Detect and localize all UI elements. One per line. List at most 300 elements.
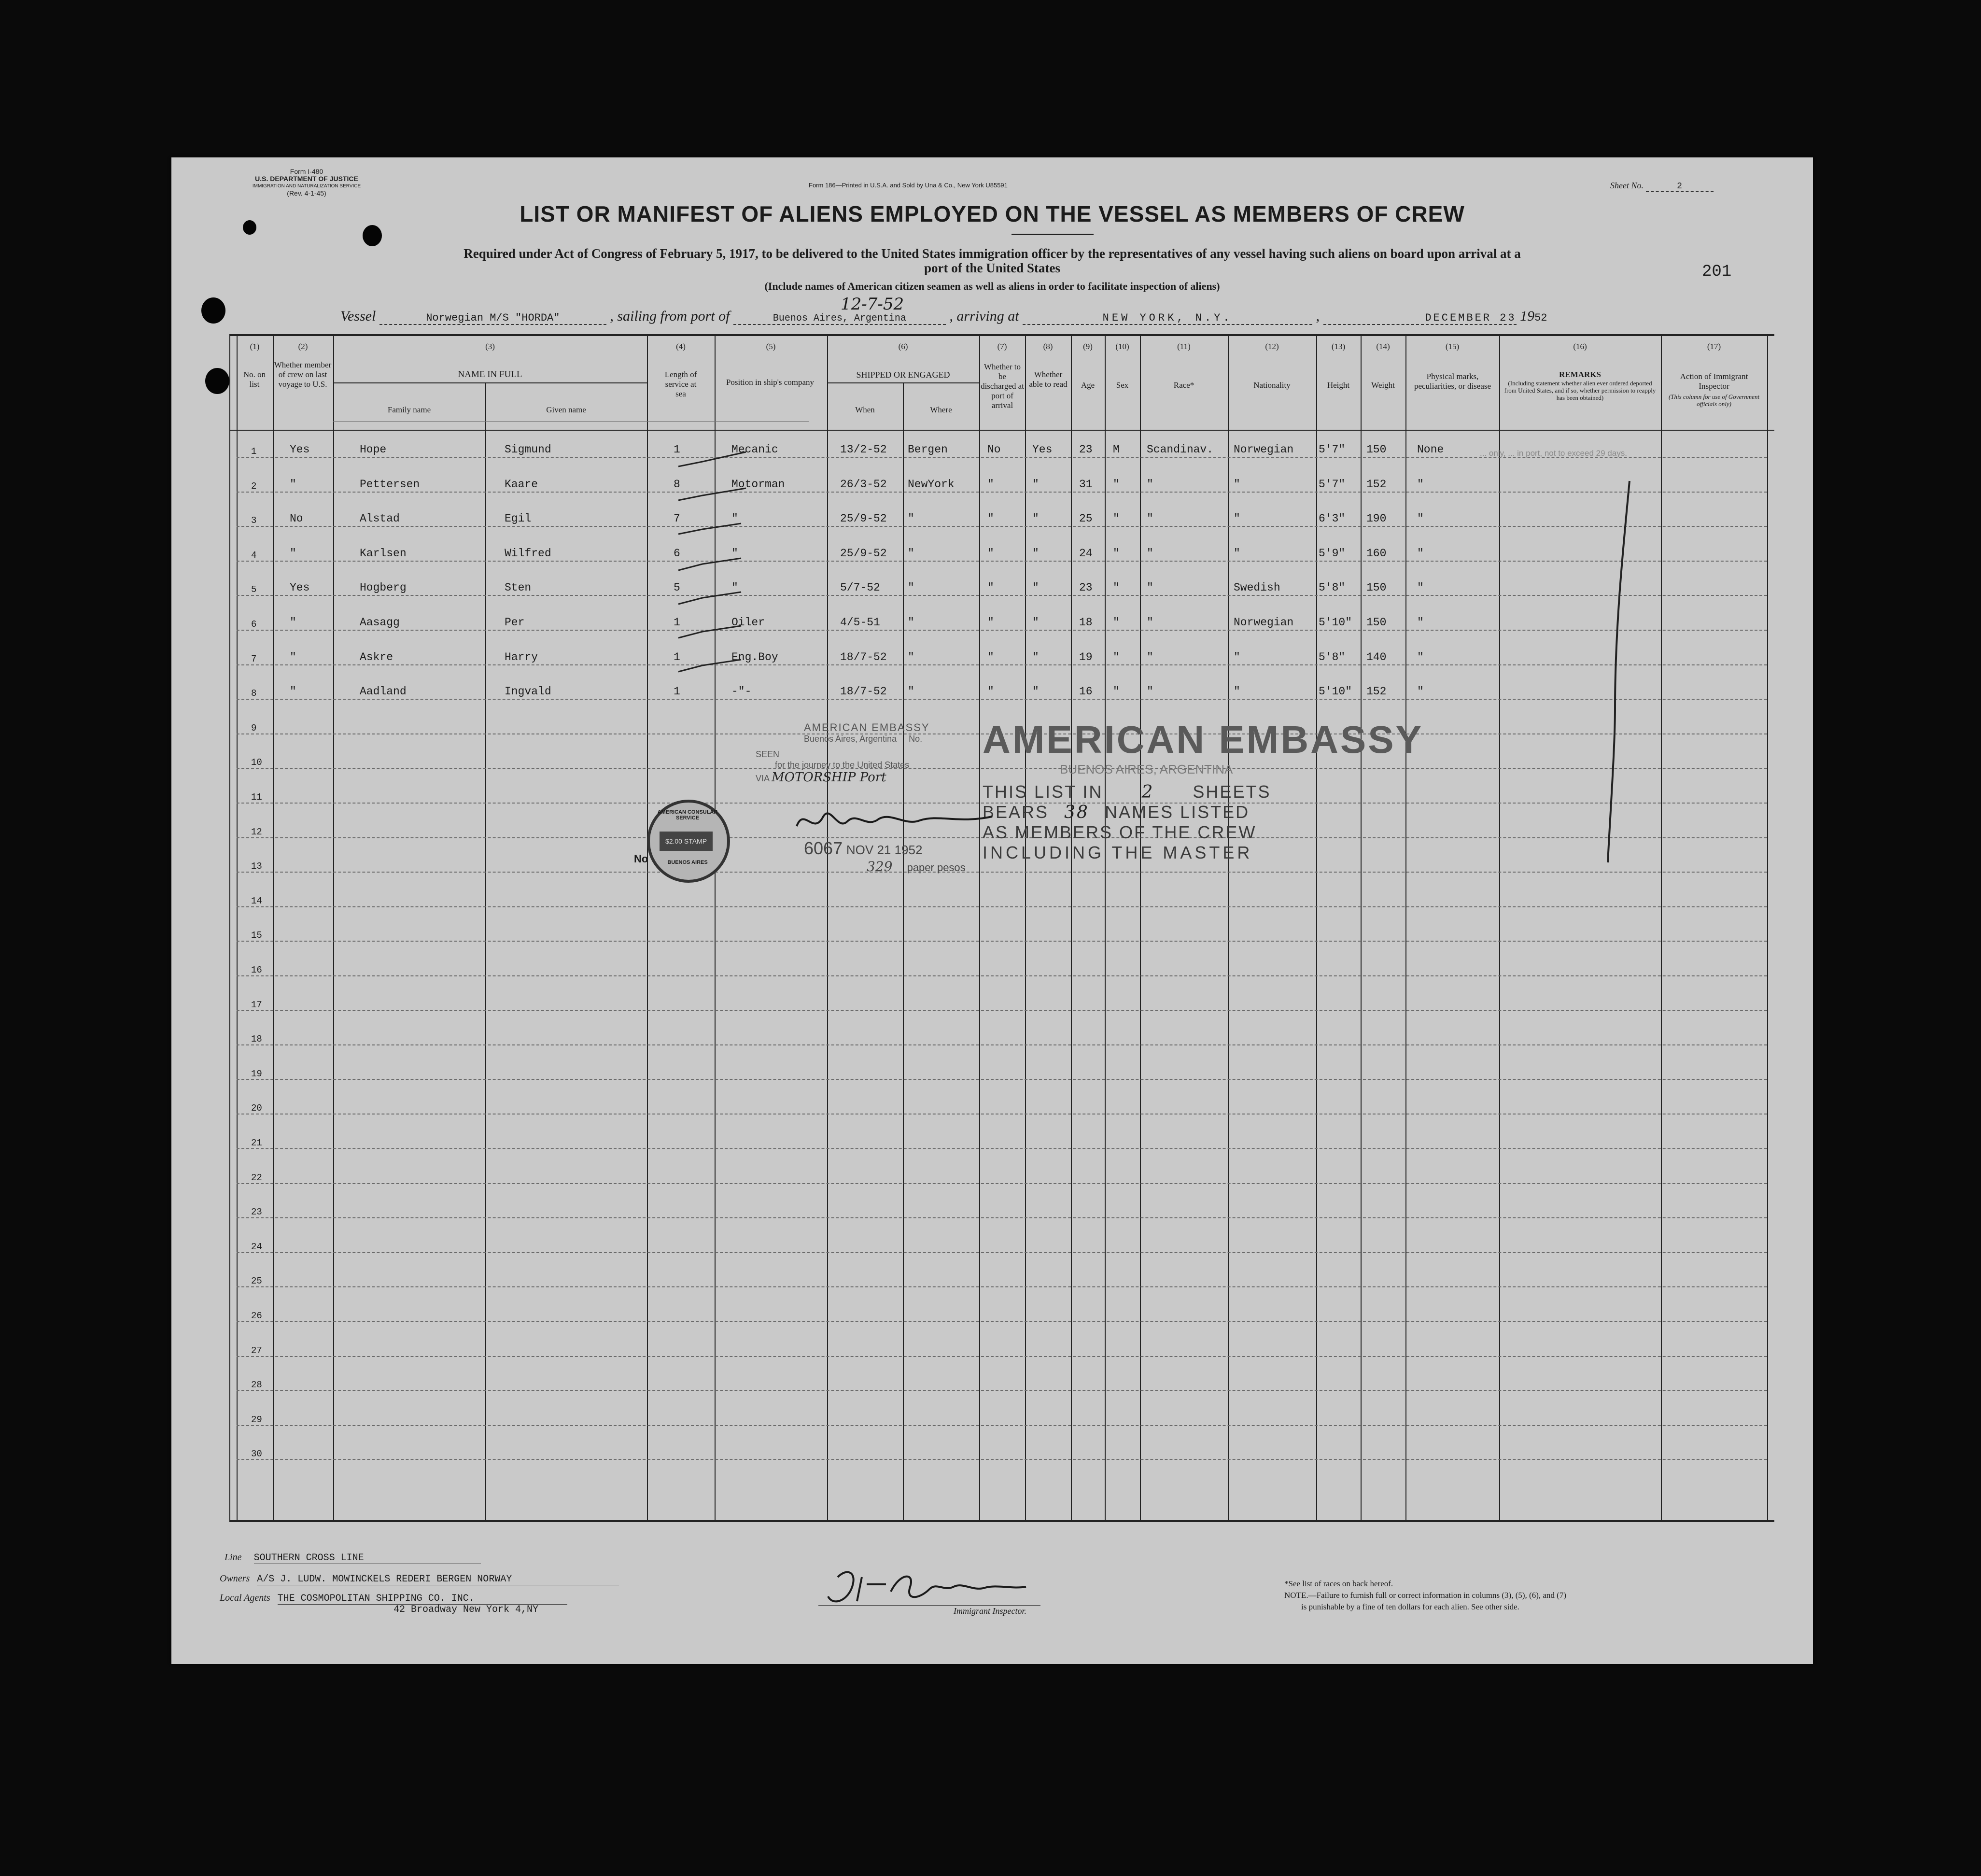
cell-read: Yes <box>1032 443 1053 456</box>
via-label: VIA <box>756 774 770 783</box>
cell-position: Eng.Boy <box>731 650 778 663</box>
row-rule <box>237 941 1767 942</box>
col-num-1: (1) <box>250 342 260 351</box>
cell-service: 5 <box>674 581 680 594</box>
col-header-given-name: Given name <box>546 405 586 414</box>
cell-read: " <box>1032 581 1039 594</box>
handwritten-date: 12-7-52 <box>841 295 904 314</box>
col-header-name: NAME IN FULL <box>458 369 522 380</box>
col-header-action-note: (This column for use of Government officials only) <box>1668 393 1760 408</box>
row-number: 7 <box>251 653 257 664</box>
cell-weight: 150 <box>1366 616 1387 629</box>
list-line2-b: NAMES LISTED <box>1105 802 1250 822</box>
cell-nationality: " <box>1234 512 1240 525</box>
row-rule <box>237 1183 1767 1184</box>
list-line3: AS MEMBERS OF THE CREW <box>983 822 1257 842</box>
cell-race: " <box>1147 616 1153 629</box>
cell-age: 18 <box>1079 616 1093 629</box>
row-number: 6 <box>251 619 257 630</box>
cell-when: 25/9-52 <box>840 512 887 525</box>
row-number: 30 <box>251 1449 262 1460</box>
cell-height: 5'8" <box>1319 581 1346 594</box>
vessel-line: Vessel Norwegian M/S "HORDA" , sailing from port of Buenos Aires, Argentina , arriving at NEW YORK, N.Y. , DECEMBER 23 1952 <box>340 308 1547 324</box>
row-rule <box>237 1425 1767 1426</box>
embassy-stamp-large <box>983 718 1465 863</box>
cell-where: " <box>908 581 914 594</box>
row-number: 4 <box>251 550 257 561</box>
cell-height: 5'8" <box>1319 650 1346 663</box>
cell-prev: " <box>290 478 296 491</box>
cell-height: 5'7" <box>1319 443 1346 456</box>
fee-date: NOV 21 1952 <box>846 843 923 857</box>
cell-position: " <box>731 512 738 525</box>
cell-marks: " <box>1417 616 1424 629</box>
cell-weight: 160 <box>1366 547 1387 560</box>
cell-prev: No <box>290 512 303 525</box>
fee-line <box>804 838 1055 859</box>
cell-service: 1 <box>674 650 680 663</box>
cell-sex: " <box>1113 512 1120 525</box>
small-city: Buenos Aires, Argentina <box>804 734 897 744</box>
check-marks <box>674 442 770 858</box>
col-num-15: (15) <box>1445 342 1460 351</box>
col-header-height: Height <box>1327 381 1350 390</box>
cell-service: 8 <box>674 478 680 491</box>
row-rule <box>237 1079 1767 1080</box>
cell-marks: " <box>1417 478 1424 491</box>
col-header-service: Length of service at sea <box>664 370 697 398</box>
cell-discharge: " <box>987 685 994 698</box>
cell-height: 5'9" <box>1319 547 1346 560</box>
cell-weight: 150 <box>1366 443 1387 456</box>
row-rule <box>237 699 1767 700</box>
cell-age: 16 <box>1079 685 1093 698</box>
col-num-4: (4) <box>676 342 686 351</box>
cell-given: Kaare <box>505 478 538 491</box>
col-num-8: (8) <box>1043 342 1053 351</box>
cell-position: Motorman <box>731 478 785 491</box>
cell-discharge: No <box>987 443 1001 456</box>
title-underline <box>1012 234 1094 235</box>
cell-age: 24 <box>1079 547 1093 560</box>
row-number: 26 <box>251 1311 262 1321</box>
row-rule <box>237 872 1767 873</box>
cell-age: 31 <box>1079 478 1093 491</box>
col-header-race: Race* <box>1173 381 1194 390</box>
consular-seal <box>647 800 730 883</box>
visa-stamp <box>746 722 987 784</box>
embassy-city: BUENOS AIRES, ARGENTINA <box>1060 762 1233 776</box>
cell-when: 26/3-52 <box>840 478 887 491</box>
row-rule <box>237 1010 1767 1011</box>
list-line1-b: SHEETS <box>1193 782 1271 802</box>
department-block <box>244 168 369 197</box>
col-header-sex: Sex <box>1116 381 1129 390</box>
col-header-physical-marks: Physical marks, peculiarities, or disease <box>1414 372 1491 391</box>
page-number: 201 <box>1702 263 1732 281</box>
col-header-shipped: SHIPPED OR ENGAGED <box>856 370 950 380</box>
col-header-position: Position in ship's company <box>726 378 815 387</box>
cell-given: Egil <box>505 512 532 525</box>
col-header-remarks-note: (Including statement whether alien ever ordered deported from United States, and if so, whether permission to reapply has been obtained) <box>1504 380 1656 401</box>
cell-prev: " <box>290 616 296 629</box>
fee-amount: 329 <box>867 859 893 875</box>
row-rule <box>237 664 1767 665</box>
cell-sex: " <box>1113 547 1120 560</box>
cell-service: 1 <box>674 616 680 629</box>
cell-prev: " <box>290 650 296 663</box>
service-name: IMMIGRATION AND NATURALIZATION SERVICE <box>252 183 361 189</box>
punch-hole <box>201 297 225 324</box>
list-line2-a: BEARS <box>983 802 1049 822</box>
cell-family: Aasagg <box>360 616 400 629</box>
via-value: MOTORSHIP Port <box>772 770 886 785</box>
cell-nationality: Norwegian <box>1234 443 1294 456</box>
cell-race: " <box>1147 581 1153 594</box>
row-rule <box>237 561 1767 562</box>
row-rule <box>237 1252 1767 1253</box>
cell-sex: " <box>1113 581 1120 594</box>
cell-height: 6'3" <box>1319 512 1346 525</box>
cell-sex: " <box>1113 650 1120 663</box>
agents-label: Local Agents <box>220 1593 270 1603</box>
cell-nationality: " <box>1234 650 1240 663</box>
subtitle-line-1: Required under Act of Congress of February 5, 1917, to be delivered to the United States immigration officer by the representatives of any vessel having such aliens on board upon arrival at a <box>464 246 1521 261</box>
cell-sex: " <box>1113 478 1120 491</box>
row-rule <box>237 630 1767 631</box>
subtitle-line-3: (Include names of American citizen seamen as well as aliens in order to facilitate inspection of aliens) <box>764 280 1220 292</box>
cell-age: 25 <box>1079 512 1093 525</box>
cell-prev: " <box>290 547 296 560</box>
row-number: 18 <box>251 1034 262 1045</box>
year-label: 19 <box>1520 308 1535 324</box>
col-num-13: (13) <box>1331 342 1346 351</box>
col-num-9: (9) <box>1083 342 1093 351</box>
cell-sex: " <box>1113 685 1120 698</box>
cell-service: 1 <box>674 685 680 698</box>
cell-where: " <box>908 547 914 560</box>
arrival-date: DECEMBER 23 <box>1323 312 1517 325</box>
seen-label: SEEN <box>756 749 780 759</box>
row-number: 1 <box>251 446 257 457</box>
cell-position: " <box>731 581 738 594</box>
cell-discharge: " <box>987 547 994 560</box>
col-num-14: (14) <box>1376 342 1390 351</box>
row-number: 20 <box>251 1103 262 1114</box>
col-num-17: (17) <box>1707 342 1721 351</box>
cell-family: Askre <box>360 650 393 663</box>
cell-when: 25/9-52 <box>840 547 887 560</box>
cell-marks: " <box>1417 650 1424 663</box>
cell-family: Pettersen <box>360 478 420 491</box>
cell-read: " <box>1032 650 1039 663</box>
sheet-number <box>1610 181 1714 192</box>
list-names: 38 <box>1064 803 1089 822</box>
owners-value: A/S J. LUDW. MOWINCKELS REDERI BERGEN NORWAY <box>257 1574 619 1585</box>
cell-prev: " <box>290 685 296 698</box>
cell-position: " <box>731 547 738 560</box>
cell-read: " <box>1032 616 1039 629</box>
vessel-label: Vessel <box>340 308 376 324</box>
cell-read: " <box>1032 547 1039 560</box>
cell-age: 23 <box>1079 443 1093 456</box>
vessel-name: Norwegian M/S "HORDA" <box>379 312 606 325</box>
row-rule <box>237 1356 1767 1357</box>
footer-agents <box>220 1593 567 1605</box>
cell-position: -"- <box>731 685 752 698</box>
cell-family: Karlsen <box>360 547 407 560</box>
cell-where: NewYork <box>908 478 955 491</box>
cell-age: 23 <box>1079 581 1093 594</box>
cell-position: Oiler <box>731 616 765 629</box>
line-label: Line <box>225 1552 242 1563</box>
cell-nationality: " <box>1234 478 1240 491</box>
row-number: 10 <box>251 757 262 768</box>
cell-weight: 152 <box>1366 685 1387 698</box>
row-rule <box>237 526 1767 527</box>
embassy-title: AMERICAN EMBASSY <box>983 718 1423 761</box>
agents-address: 42 Broadway New York 4,NY <box>393 1604 539 1615</box>
manifest-sheet <box>171 157 1813 1664</box>
cell-given: Sten <box>505 581 532 594</box>
row-number: 3 <box>251 515 257 526</box>
row-number: 25 <box>251 1276 262 1287</box>
owners-label: Owners <box>220 1573 250 1584</box>
row-number: 23 <box>251 1207 262 1218</box>
cell-height: 5'7" <box>1319 478 1346 491</box>
row-rule <box>237 1321 1767 1322</box>
row-number: 27 <box>251 1345 262 1356</box>
cell-weight: 140 <box>1366 650 1387 663</box>
cell-discharge: " <box>987 616 994 629</box>
col-header-when: When <box>855 405 875 414</box>
sailing-label: , sailing from port of <box>610 308 730 324</box>
cell-service: 1 <box>674 443 680 456</box>
cell-given: Per <box>505 616 525 629</box>
cell-nationality: Norwegian <box>1234 616 1294 629</box>
col-header-remarks: REMARKS <box>1559 370 1601 379</box>
row-rule <box>237 492 1767 493</box>
row-rule <box>237 1286 1767 1287</box>
punch-hole <box>205 368 229 394</box>
sheet-value: 2 <box>1646 182 1714 192</box>
row-number: 16 <box>251 965 262 975</box>
note-line-1: NOTE.—Failure to furnish full or correct information in columns (3), (5), (6), and (7) <box>1284 1591 1566 1600</box>
consular-ring-text: AMERICAN CONSULAR SERVICE <box>657 809 718 821</box>
cell-family: Alstad <box>360 512 400 525</box>
cell-race: " <box>1147 650 1153 663</box>
row-rule <box>237 1044 1767 1045</box>
year-value: 52 <box>1534 312 1547 324</box>
row-rule <box>237 1148 1767 1149</box>
revision: (Rev. 4-1-45) <box>287 189 326 197</box>
port-to: NEW YORK, N.Y. <box>1023 312 1312 325</box>
cell-when: 13/2-52 <box>840 443 887 456</box>
cell-prev: Yes <box>290 443 310 456</box>
cell-marks: " <box>1417 685 1424 698</box>
footer-line <box>225 1552 481 1564</box>
col-num-11: (11) <box>1177 342 1191 351</box>
cell-race: " <box>1147 512 1153 525</box>
cell-nationality: " <box>1234 547 1240 560</box>
stamp-prefix: No <box>634 853 648 865</box>
punch-hole <box>363 225 382 246</box>
cell-marks: " <box>1417 512 1424 525</box>
cell-race: " <box>1147 685 1153 698</box>
cell-service: 6 <box>674 547 680 560</box>
header-separator <box>229 429 1774 431</box>
cell-where: " <box>908 650 914 663</box>
consul-signature <box>794 802 997 841</box>
cell-family: Hogberg <box>360 581 407 594</box>
sheet-label: Sheet No. <box>1610 181 1644 190</box>
row-number: 22 <box>251 1172 262 1183</box>
footer-owners <box>220 1573 619 1585</box>
col-header-family-name: Family name <box>387 405 431 414</box>
row-rule <box>237 1390 1767 1391</box>
col-num-2: (2) <box>298 342 308 351</box>
cell-weight: 190 <box>1366 512 1387 525</box>
row-rule <box>237 1459 1767 1460</box>
cell-height: 5'10" <box>1319 685 1352 698</box>
row-number: 9 <box>251 722 257 733</box>
small-no: No. <box>909 734 923 744</box>
col-header-read: Whether able to read <box>1029 370 1068 389</box>
cell-marks: None <box>1417 443 1444 456</box>
row-number: 19 <box>251 1068 262 1079</box>
fee-amount-line <box>867 859 966 875</box>
col-header-discharged: Whether to be discharged at port of arrival <box>981 362 1024 410</box>
arriving-label: , arriving at <box>949 308 1019 324</box>
cell-family: Aadland <box>360 685 407 698</box>
col-num-7: (7) <box>997 342 1007 351</box>
col-num-6: (6) <box>898 342 908 351</box>
row-number: 15 <box>251 930 262 941</box>
cell-where: " <box>908 685 914 698</box>
row-number: 11 <box>251 792 262 803</box>
col-header-where: Where <box>930 405 952 414</box>
col-header-no: No. on list <box>243 370 266 389</box>
col-num-3: (3) <box>485 342 495 351</box>
cell-when: 18/7-52 <box>840 685 887 698</box>
row-number: 12 <box>251 826 262 837</box>
cell-when: 18/7-52 <box>840 650 887 663</box>
inspector-label: Immigrant Inspector. <box>954 1606 1026 1616</box>
seen-for: for the journey to the United States <box>775 760 910 770</box>
cell-read: " <box>1032 478 1039 491</box>
cell-race: " <box>1147 547 1153 560</box>
fee-currency: paper pesos <box>907 861 966 874</box>
cell-sex: M <box>1113 443 1120 456</box>
cell-family: Hope <box>360 443 387 456</box>
port-from: Buenos Aires, Argentina <box>733 313 946 325</box>
cell-race: Scandinav. <box>1147 443 1214 456</box>
cell-where: Bergen <box>908 443 948 456</box>
cell-nationality: " <box>1234 685 1240 698</box>
col-header-weight: Weight <box>1371 381 1395 390</box>
cell-weight: 152 <box>1366 478 1387 491</box>
cell-weight: 150 <box>1366 581 1387 594</box>
races-note: *See list of races on back hereof. <box>1284 1579 1393 1588</box>
cell-prev: Yes <box>290 581 310 594</box>
col-num-16: (16) <box>1573 342 1587 351</box>
cell-read: " <box>1032 685 1039 698</box>
cell-given: Wilfred <box>505 547 551 560</box>
form-number: Form I-480 <box>290 168 323 175</box>
cell-discharge: " <box>987 478 994 491</box>
note-line-2: is punishable by a fine of ten dollars for each alien. See other side. <box>1301 1602 1519 1611</box>
cell-where: " <box>908 512 914 525</box>
cell-when: 5/7-52 <box>840 581 880 594</box>
col-header-nationality: Nationality <box>1253 381 1291 390</box>
row-rule <box>237 906 1767 907</box>
cell-marks: " <box>1417 547 1424 560</box>
row-number: 29 <box>251 1414 262 1425</box>
row-number: 2 <box>251 480 257 492</box>
consular-stamp-value: $2.00 STAMP <box>660 832 713 851</box>
list-sheets: 2 <box>1141 782 1154 802</box>
cell-given: Ingvald <box>505 685 551 698</box>
subtitle-line-2: port of the United States <box>924 261 1060 275</box>
cell-when: 4/5-51 <box>840 616 880 629</box>
department-name: U.S. DEPARTMENT OF JUSTICE <box>255 175 358 183</box>
cell-race: " <box>1147 478 1153 491</box>
list-line1-a: THIS LIST IN <box>983 782 1103 802</box>
inspector-line <box>818 1605 1040 1606</box>
cell-sex: " <box>1113 616 1120 629</box>
row-rule <box>237 975 1767 976</box>
cell-position: Mecanic <box>731 443 778 456</box>
cell-where: " <box>908 616 914 629</box>
fee-number: 6067 <box>804 838 843 858</box>
row-number: 13 <box>251 861 262 872</box>
row-number: 24 <box>251 1241 262 1252</box>
cell-discharge: " <box>987 650 994 663</box>
row-number: 17 <box>251 999 262 1010</box>
list-line4: INCLUDING THE MASTER <box>983 843 1253 862</box>
cell-service: 7 <box>674 512 680 525</box>
agents-value: THE COSMOPOLITAN SHIPPING CO. INC. <box>278 1593 567 1605</box>
cell-read: " <box>1032 512 1039 525</box>
col-num-10: (10) <box>1115 342 1129 351</box>
consular-city: BUENOS AIRES <box>667 860 708 865</box>
row-number: 5 <box>251 584 257 595</box>
small-embassy: AMERICAN EMBASSY <box>804 721 930 733</box>
remarks-bracket-mark <box>1596 476 1644 872</box>
cell-given: Sigmund <box>505 443 551 456</box>
col-num-5: (5) <box>766 342 776 351</box>
printer-note: Form 186—Printed in U.S.A. and Sold by Una & Co., New York U85591 <box>809 182 1008 189</box>
cell-height: 5'10" <box>1319 616 1352 629</box>
cell-marks: " <box>1417 581 1424 594</box>
row-number: 8 <box>251 688 257 699</box>
cell-discharge: " <box>987 581 994 594</box>
cell-age: 19 <box>1079 650 1093 663</box>
col-header-previous-voyage: Whether member of crew on last voyage to U.S. <box>274 360 332 389</box>
row-number: 28 <box>251 1380 262 1391</box>
row-rule <box>237 1217 1767 1218</box>
line-value: SOUTHERN CROSS LINE <box>254 1552 481 1564</box>
row-number: 14 <box>251 895 262 906</box>
col-header-action: Action of Immigrant Inspector <box>1680 372 1748 391</box>
page-title: LIST OR MANIFEST OF ALIENS EMPLOYED ON THE VESSEL AS MEMBERS OF CREW <box>520 201 1465 226</box>
col-num-12: (12) <box>1265 342 1279 351</box>
cell-nationality: Swedish <box>1234 581 1280 594</box>
row-rule <box>237 595 1767 596</box>
cell-discharge: " <box>987 512 994 525</box>
cell-given: Harry <box>505 650 538 663</box>
col-header-age: Age <box>1081 381 1095 390</box>
